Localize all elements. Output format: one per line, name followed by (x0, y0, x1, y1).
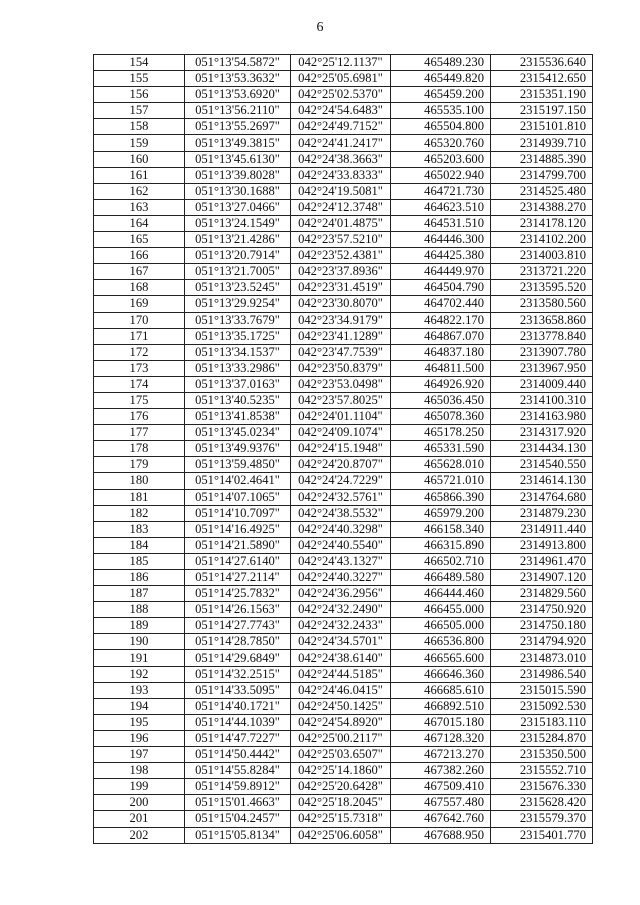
point-number-cell: 179 (94, 457, 185, 473)
longitude-cell: 051°14'02.4641" (185, 473, 291, 489)
point-number-cell: 187 (94, 586, 185, 602)
longitude-cell: 051°14'50.4442" (185, 747, 291, 763)
latitude-cell: 042°23'31.4519" (291, 280, 391, 296)
point-number-cell: 195 (94, 714, 185, 730)
longitude-cell: 051°14'10.7097" (185, 505, 291, 521)
easting-cell: 464504.790 (391, 280, 491, 296)
coordinates-table-body (94, 55, 593, 844)
latitude-cell: 042°25'15.7318" (291, 811, 391, 827)
easting-cell: 464449.970 (391, 264, 491, 280)
easting-cell: 465504.800 (391, 119, 491, 135)
point-number-cell: 164 (94, 215, 185, 231)
northing-cell: 2314986.540 (491, 666, 593, 682)
longitude-cell: 051°14'33.5095" (185, 682, 291, 698)
longitude-cell: 051°13'35.1725" (185, 328, 291, 344)
longitude-cell: 051°14'40.1721" (185, 698, 291, 714)
point-number-cell: 201 (94, 811, 185, 827)
table-row (94, 376, 593, 392)
table-row (94, 586, 593, 602)
northing-cell: 2315412.650 (491, 71, 593, 87)
table-row (94, 55, 593, 71)
table-row (94, 344, 593, 360)
point-number-cell: 172 (94, 344, 185, 360)
table-row (94, 248, 593, 264)
longitude-cell: 051°14'07.1065" (185, 489, 291, 505)
easting-cell: 467509.410 (391, 779, 491, 795)
point-number-cell: 193 (94, 682, 185, 698)
northing-cell: 2315015.590 (491, 682, 593, 698)
latitude-cell: 042°24'40.5540" (291, 537, 391, 553)
table-row (94, 167, 593, 183)
latitude-cell: 042°25'03.6507" (291, 747, 391, 763)
northing-cell: 2315101.810 (491, 119, 593, 135)
northing-cell: 2314961.470 (491, 553, 593, 569)
latitude-cell: 042°23'41.1289" (291, 328, 391, 344)
easting-cell: 464531.510 (391, 215, 491, 231)
table-row (94, 312, 593, 328)
table-row (94, 521, 593, 537)
northing-cell: 2313967.950 (491, 360, 593, 376)
longitude-cell: 051°13'40.5235" (185, 392, 291, 408)
longitude-cell: 051°14'21.5890" (185, 537, 291, 553)
northing-cell: 2314873.010 (491, 650, 593, 666)
easting-cell: 466892.510 (391, 698, 491, 714)
latitude-cell: 042°24'38.5532" (291, 505, 391, 521)
northing-cell: 2313907.780 (491, 344, 593, 360)
point-number-cell: 168 (94, 280, 185, 296)
easting-cell: 465979.200 (391, 505, 491, 521)
point-number-cell: 198 (94, 763, 185, 779)
point-number-cell: 182 (94, 505, 185, 521)
latitude-cell: 042°25'20.6428" (291, 779, 391, 795)
table-row (94, 392, 593, 408)
table-row (94, 183, 593, 199)
table-row (94, 87, 593, 103)
point-number-cell: 191 (94, 650, 185, 666)
point-number-cell: 186 (94, 570, 185, 586)
northing-cell: 2314317.920 (491, 425, 593, 441)
latitude-cell: 042°25'05.6981" (291, 71, 391, 87)
longitude-cell: 051°14'27.2114" (185, 570, 291, 586)
point-number-cell: 176 (94, 409, 185, 425)
table-row (94, 747, 593, 763)
point-number-cell: 170 (94, 312, 185, 328)
longitude-cell: 051°14'28.7850" (185, 634, 291, 650)
easting-cell: 465036.450 (391, 392, 491, 408)
northing-cell: 2314939.710 (491, 135, 593, 151)
northing-cell: 2313658.860 (491, 312, 593, 328)
northing-cell: 2313778.840 (491, 328, 593, 344)
point-number-cell: 185 (94, 553, 185, 569)
point-number-cell: 202 (94, 827, 185, 843)
longitude-cell: 051°13'45.6130" (185, 151, 291, 167)
table-row (94, 618, 593, 634)
table-row (94, 151, 593, 167)
easting-cell: 464867.070 (391, 328, 491, 344)
table-row (94, 682, 593, 698)
longitude-cell: 051°13'20.7914" (185, 248, 291, 264)
point-number-cell: 200 (94, 795, 185, 811)
table-row (94, 730, 593, 746)
easting-cell: 465866.390 (391, 489, 491, 505)
latitude-cell: 042°24'09.1074" (291, 425, 391, 441)
longitude-cell: 051°13'49.3815" (185, 135, 291, 151)
longitude-cell: 051°13'34.1537" (185, 344, 291, 360)
latitude-cell: 042°24'32.5761" (291, 489, 391, 505)
longitude-cell: 051°13'45.0234" (185, 425, 291, 441)
latitude-cell: 042°24'32.2433" (291, 618, 391, 634)
longitude-cell: 051°13'21.4286" (185, 232, 291, 248)
table-row (94, 119, 593, 135)
longitude-cell: 051°13'41.8538" (185, 409, 291, 425)
longitude-cell: 051°14'27.6140" (185, 553, 291, 569)
easting-cell: 465535.100 (391, 103, 491, 119)
table-row (94, 827, 593, 843)
point-number-cell: 192 (94, 666, 185, 682)
longitude-cell: 051°14'25.7832" (185, 586, 291, 602)
table-row (94, 537, 593, 553)
easting-cell: 466455.000 (391, 602, 491, 618)
northing-cell: 2314614.130 (491, 473, 593, 489)
easting-cell: 466536.800 (391, 634, 491, 650)
point-number-cell: 177 (94, 425, 185, 441)
table-row (94, 103, 593, 119)
longitude-cell: 051°13'24.1549" (185, 215, 291, 231)
latitude-cell: 042°25'14.1860" (291, 763, 391, 779)
latitude-cell: 042°23'52.4381" (291, 248, 391, 264)
easting-cell: 464623.510 (391, 199, 491, 215)
northing-cell: 2314100.310 (491, 392, 593, 408)
easting-cell: 465203.600 (391, 151, 491, 167)
point-number-cell: 163 (94, 199, 185, 215)
latitude-cell: 042°25'18.2045" (291, 795, 391, 811)
table-row (94, 296, 593, 312)
northing-cell: 2313580.560 (491, 296, 593, 312)
point-number-cell: 197 (94, 747, 185, 763)
point-number-cell: 165 (94, 232, 185, 248)
northing-cell: 2315351.190 (491, 87, 593, 103)
northing-cell: 2315676.330 (491, 779, 593, 795)
latitude-cell: 042°24'34.5701" (291, 634, 391, 650)
table-row (94, 570, 593, 586)
table-row (94, 135, 593, 151)
latitude-cell: 042°23'53.0498" (291, 376, 391, 392)
longitude-cell: 051°13'53.6920" (185, 87, 291, 103)
table-row (94, 553, 593, 569)
point-number-cell: 194 (94, 698, 185, 714)
northing-cell: 2314750.180 (491, 618, 593, 634)
point-number-cell: 175 (94, 392, 185, 408)
easting-cell: 464811.500 (391, 360, 491, 376)
latitude-cell: 042°24'44.5185" (291, 666, 391, 682)
longitude-cell: 051°14'47.7227" (185, 730, 291, 746)
northing-cell: 2314540.550 (491, 457, 593, 473)
latitude-cell: 042°24'40.3298" (291, 521, 391, 537)
point-number-cell: 166 (94, 248, 185, 264)
latitude-cell: 042°23'34.9179" (291, 312, 391, 328)
table-row (94, 811, 593, 827)
latitude-cell: 042°23'50.8379" (291, 360, 391, 376)
latitude-cell: 042°23'47.7539" (291, 344, 391, 360)
point-number-cell: 154 (94, 55, 185, 71)
latitude-cell: 042°24'24.7229" (291, 473, 391, 489)
point-number-cell: 162 (94, 183, 185, 199)
easting-cell: 465022.940 (391, 167, 491, 183)
table-row (94, 280, 593, 296)
longitude-cell: 051°13'53.3632" (185, 71, 291, 87)
point-number-cell: 180 (94, 473, 185, 489)
easting-cell: 465449.820 (391, 71, 491, 87)
point-number-cell: 161 (94, 167, 185, 183)
northing-cell: 2314178.120 (491, 215, 593, 231)
easting-cell: 465721.010 (391, 473, 491, 489)
longitude-cell: 051°13'33.7679" (185, 312, 291, 328)
northing-cell: 2314009.440 (491, 376, 593, 392)
longitude-cell: 051°14'32.2515" (185, 666, 291, 682)
northing-cell: 2315197.150 (491, 103, 593, 119)
latitude-cell: 042°24'41.2417" (291, 135, 391, 151)
northing-cell: 2314003.810 (491, 248, 593, 264)
northing-cell: 2314879.230 (491, 505, 593, 521)
point-number-cell: 173 (94, 360, 185, 376)
northing-cell: 2314913.800 (491, 537, 593, 553)
longitude-cell: 051°13'54.5872" (185, 55, 291, 71)
point-number-cell: 181 (94, 489, 185, 505)
easting-cell: 466158.340 (391, 521, 491, 537)
longitude-cell: 051°14'26.1563" (185, 602, 291, 618)
longitude-cell: 051°13'30.1688" (185, 183, 291, 199)
latitude-cell: 042°24'38.3663" (291, 151, 391, 167)
easting-cell: 467015.180 (391, 714, 491, 730)
easting-cell: 467642.760 (391, 811, 491, 827)
point-number-cell: 157 (94, 103, 185, 119)
longitude-cell: 051°13'55.2697" (185, 119, 291, 135)
longitude-cell: 051°14'27.7743" (185, 618, 291, 634)
latitude-cell: 042°24'01.1104" (291, 409, 391, 425)
latitude-cell: 042°23'57.8025" (291, 392, 391, 408)
longitude-cell: 051°13'59.4850" (185, 457, 291, 473)
longitude-cell: 051°13'49.9376" (185, 441, 291, 457)
northing-cell: 2313721.220 (491, 264, 593, 280)
northing-cell: 2315284.870 (491, 730, 593, 746)
easting-cell: 466565.600 (391, 650, 491, 666)
longitude-cell: 051°13'23.5245" (185, 280, 291, 296)
easting-cell: 465320.760 (391, 135, 491, 151)
latitude-cell: 042°24'46.0415" (291, 682, 391, 698)
longitude-cell: 051°13'37.0163" (185, 376, 291, 392)
table-row (94, 409, 593, 425)
northing-cell: 2314525.480 (491, 183, 593, 199)
latitude-cell: 042°25'02.5370" (291, 87, 391, 103)
latitude-cell: 042°24'20.8707" (291, 457, 391, 473)
point-number-cell: 169 (94, 296, 185, 312)
latitude-cell: 042°24'38.6140" (291, 650, 391, 666)
longitude-cell: 051°13'27.0466" (185, 199, 291, 215)
point-number-cell: 184 (94, 537, 185, 553)
easting-cell: 464425.380 (391, 248, 491, 264)
northing-cell: 2314102.200 (491, 232, 593, 248)
table-row (94, 666, 593, 682)
northing-cell: 2315552.710 (491, 763, 593, 779)
easting-cell: 466315.890 (391, 537, 491, 553)
point-number-cell: 167 (94, 264, 185, 280)
easting-cell: 467688.950 (391, 827, 491, 843)
northing-cell: 2314434.130 (491, 441, 593, 457)
longitude-cell: 051°14'59.8912" (185, 779, 291, 795)
table-row (94, 328, 593, 344)
table-row (94, 360, 593, 376)
table-row (94, 698, 593, 714)
latitude-cell: 042°23'57.5210" (291, 232, 391, 248)
easting-cell: 466505.000 (391, 618, 491, 634)
easting-cell: 465459.200 (391, 87, 491, 103)
latitude-cell: 042°24'01.4875" (291, 215, 391, 231)
easting-cell: 464822.170 (391, 312, 491, 328)
longitude-cell: 051°15'04.2457" (185, 811, 291, 827)
table-row (94, 232, 593, 248)
northing-cell: 2314388.270 (491, 199, 593, 215)
latitude-cell: 042°23'37.8936" (291, 264, 391, 280)
longitude-cell: 051°14'29.6849" (185, 650, 291, 666)
longitude-cell: 051°13'33.2986" (185, 360, 291, 376)
latitude-cell: 042°25'06.6058" (291, 827, 391, 843)
coordinates-table (93, 54, 593, 844)
easting-cell: 465078.360 (391, 409, 491, 425)
table-row (94, 634, 593, 650)
northing-cell: 2314885.390 (491, 151, 593, 167)
point-number-cell: 171 (94, 328, 185, 344)
latitude-cell: 042°24'49.7152" (291, 119, 391, 135)
longitude-cell: 051°14'55.8284" (185, 763, 291, 779)
northing-cell: 2315536.640 (491, 55, 593, 71)
northing-cell: 2313595.520 (491, 280, 593, 296)
table-row (94, 264, 593, 280)
page-number: 6 (316, 20, 324, 35)
table-row (94, 489, 593, 505)
northing-cell: 2314764.680 (491, 489, 593, 505)
point-number-cell: 159 (94, 135, 185, 151)
longitude-cell: 051°13'56.2110" (185, 103, 291, 119)
latitude-cell: 042°25'00.2117" (291, 730, 391, 746)
northing-cell: 2315183.110 (491, 714, 593, 730)
longitude-cell: 051°13'39.8028" (185, 167, 291, 183)
easting-cell: 466444.460 (391, 586, 491, 602)
northing-cell: 2315628.420 (491, 795, 593, 811)
easting-cell: 464702.440 (391, 296, 491, 312)
northing-cell: 2314911.440 (491, 521, 593, 537)
table-row (94, 473, 593, 489)
point-number-cell: 156 (94, 87, 185, 103)
point-number-cell: 188 (94, 602, 185, 618)
table-row (94, 714, 593, 730)
point-number-cell: 158 (94, 119, 185, 135)
latitude-cell: 042°24'40.3227" (291, 570, 391, 586)
latitude-cell: 042°24'54.6483" (291, 103, 391, 119)
longitude-cell: 051°14'44.1039" (185, 714, 291, 730)
easting-cell: 464926.920 (391, 376, 491, 392)
easting-cell: 465178.250 (391, 425, 491, 441)
latitude-cell: 042°24'33.8333" (291, 167, 391, 183)
easting-cell: 464721.730 (391, 183, 491, 199)
northing-cell: 2314799.700 (491, 167, 593, 183)
easting-cell: 467557.480 (391, 795, 491, 811)
point-number-cell: 160 (94, 151, 185, 167)
northing-cell: 2315350.500 (491, 747, 593, 763)
latitude-cell: 042°23'30.8070" (291, 296, 391, 312)
longitude-cell: 051°15'05.8134" (185, 827, 291, 843)
table-row (94, 199, 593, 215)
northing-cell: 2314163.980 (491, 409, 593, 425)
easting-cell: 466685.610 (391, 682, 491, 698)
latitude-cell: 042°24'19.5081" (291, 183, 391, 199)
northing-cell: 2315401.770 (491, 827, 593, 843)
table-row (94, 795, 593, 811)
table-row (94, 71, 593, 87)
easting-cell: 465331.590 (391, 441, 491, 457)
longitude-cell: 051°14'16.4925" (185, 521, 291, 537)
easting-cell: 465489.230 (391, 55, 491, 71)
easting-cell: 464837.180 (391, 344, 491, 360)
longitude-cell: 051°13'29.9254" (185, 296, 291, 312)
northing-cell: 2314750.920 (491, 602, 593, 618)
easting-cell: 466489.580 (391, 570, 491, 586)
point-number-cell: 196 (94, 730, 185, 746)
table-row (94, 505, 593, 521)
northing-cell: 2314794.920 (491, 634, 593, 650)
table-row (94, 650, 593, 666)
point-number-cell: 189 (94, 618, 185, 634)
latitude-cell: 042°24'36.2956" (291, 586, 391, 602)
point-number-cell: 183 (94, 521, 185, 537)
table-row (94, 763, 593, 779)
longitude-cell: 051°15'01.4663" (185, 795, 291, 811)
northing-cell: 2314907.120 (491, 570, 593, 586)
easting-cell: 467382.260 (391, 763, 491, 779)
point-number-cell: 174 (94, 376, 185, 392)
table-row (94, 441, 593, 457)
latitude-cell: 042°24'15.1948" (291, 441, 391, 457)
easting-cell: 464446.300 (391, 232, 491, 248)
latitude-cell: 042°24'50.1425" (291, 698, 391, 714)
easting-cell: 467128.320 (391, 730, 491, 746)
latitude-cell: 042°24'32.2490" (291, 602, 391, 618)
easting-cell: 467213.270 (391, 747, 491, 763)
easting-cell: 465628.010 (391, 457, 491, 473)
table-row (94, 779, 593, 795)
point-number-cell: 178 (94, 441, 185, 457)
latitude-cell: 042°24'43.1327" (291, 553, 391, 569)
point-number-cell: 155 (94, 71, 185, 87)
easting-cell: 466502.710 (391, 553, 491, 569)
latitude-cell: 042°24'54.8920" (291, 714, 391, 730)
table-row (94, 425, 593, 441)
latitude-cell: 042°25'12.1137" (291, 55, 391, 71)
northing-cell: 2315092.530 (491, 698, 593, 714)
northing-cell: 2315579.370 (491, 811, 593, 827)
point-number-cell: 190 (94, 634, 185, 650)
latitude-cell: 042°24'12.3748" (291, 199, 391, 215)
table-row (94, 457, 593, 473)
point-number-cell: 199 (94, 779, 185, 795)
northing-cell: 2314829.560 (491, 586, 593, 602)
table-row (94, 602, 593, 618)
easting-cell: 466646.360 (391, 666, 491, 682)
longitude-cell: 051°13'21.7005" (185, 264, 291, 280)
table-row (94, 215, 593, 231)
